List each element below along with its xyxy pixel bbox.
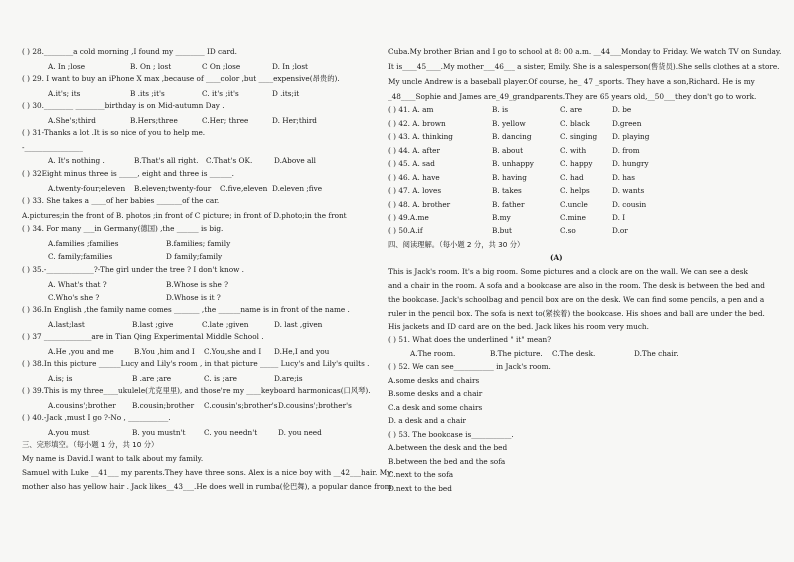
option-text: D.or — [612, 226, 628, 235]
option-text: B.You ,him and I — [134, 347, 195, 356]
option-text: B.families; family — [166, 239, 231, 248]
option-text: A. In ;lose — [48, 62, 86, 71]
text-line: ( ) 53. The bookcase is___________. — [388, 430, 514, 439]
option-text: C. happy — [560, 159, 593, 168]
text-line: the bookcase. Jack's schoolbag and pencil box are on the desk. We can find some pencils, a pen and a — [388, 295, 765, 304]
option-text: C.Her; three — [202, 116, 249, 125]
option-text: ( ) 42. A. brown — [388, 119, 446, 128]
option-text: D. be — [612, 105, 632, 114]
option-text: C.so — [560, 226, 576, 235]
option-text: D. In ;lost — [272, 62, 308, 71]
text-line: It is____45____.My mother___46___ a sister, Emily. She is a salesperson(售货员).She sells clothes at a store. — [388, 62, 780, 71]
option-text: ( ) 43. A. thinking — [388, 132, 453, 141]
text-line: ( ) 35.-_____________?-The girl under the tree ? I don't know . — [22, 265, 244, 274]
option-text: A.families ;families — [48, 239, 119, 248]
section-heading: 四、阅读理解。（每小题 2 分，共 30 分） — [388, 240, 525, 249]
option-text: B.my — [492, 213, 511, 222]
option-text: D. playing — [612, 132, 650, 141]
option-text: B.Whose is she ? — [166, 280, 229, 289]
option-text: C.uncle — [560, 200, 588, 209]
option-text: C. singing — [560, 132, 598, 141]
text-line: ( ) 33. She takes a ____of her babies _______of the car. — [22, 196, 220, 205]
option-text: D. hungry — [612, 159, 649, 168]
text-line: ( ) 32Eight minus three is _____, eight and three is ______. — [22, 169, 234, 178]
option-text: A.The room. — [410, 349, 456, 358]
option-text: A. What's that ? — [48, 280, 107, 289]
option-text: C. black — [560, 119, 590, 128]
option-text: D. has — [612, 173, 636, 182]
option-text: D. you need — [278, 428, 322, 437]
option-text: B. you mustn't — [132, 428, 186, 437]
option-text: C.cousin's;brother's — [204, 401, 278, 410]
text-line: _48____Sophie and James are_49_grandparents.They are 65 years old,__50___they don't go to work. — [388, 92, 757, 101]
option-text: A.twenty-four;eleven — [48, 184, 126, 193]
option-text: C. you needn't — [204, 428, 258, 437]
option-text: C.You,she and I — [204, 347, 262, 356]
option-text: B. father — [492, 200, 525, 209]
option-text: D family;family — [166, 252, 223, 261]
text-line: D.next to the bed — [388, 484, 452, 493]
text-line: -________________ — [22, 143, 83, 152]
option-text: C. with — [560, 146, 587, 155]
option-text: ( ) 50.A.if — [388, 226, 423, 235]
option-text: C. family;families — [48, 252, 113, 261]
option-text: A.you must — [48, 428, 90, 437]
option-text: D.eleven ;five — [272, 184, 323, 193]
option-text: B. On ; lost — [130, 62, 172, 71]
text-line: ( ) 36.In English ,the family name comes _______ ,the ______name is in front of the name . — [22, 305, 350, 314]
passage-title: (A) — [550, 253, 563, 262]
option-text: A.it's; its — [48, 89, 81, 98]
option-text: ( ) 46. A. have — [388, 173, 440, 182]
text-line: ruler in the pencil box. The sofa is next to(紧挨着) the bookcase. His shoes and ball are under the bed. — [388, 309, 765, 318]
text-line: mother also has yellow hair . Jack likes__43___.He does well in rumba(伦巴舞), a popular dance from — [22, 482, 392, 491]
option-text: C.The desk. — [552, 349, 596, 358]
text-line: Cuba.My brother Brian and I go to school at 8: 00 a.m. __44___Monday to Friday. We watch TV on Sunday. — [388, 47, 782, 56]
text-line: A.pictures;in the front of B. photos ;in front of C picture; in front of D.photo;in the front — [22, 211, 347, 220]
option-text: D.He,I and you — [274, 347, 330, 356]
option-text: D.green — [612, 119, 642, 128]
option-text: C. it's ;it's — [202, 89, 239, 98]
text-line: My uncle Andrew is a baseball player.Of course, he_ 47 _sports. They have a son,Richard. He is my — [388, 77, 755, 86]
option-text: B.eleven;twenty-four — [134, 184, 212, 193]
option-text: B.The picture. — [490, 349, 543, 358]
text-line: B.between the bed and the sofa — [388, 457, 506, 466]
option-text: D.are;is — [274, 374, 303, 383]
option-text: C. helps — [560, 186, 590, 195]
option-text: D. wants — [612, 186, 645, 195]
option-text: ( ) 44. A. after — [388, 146, 440, 155]
text-line: ( ) 37 _____________are in Tian Qing Experimental Middle School . — [22, 332, 264, 341]
text-line: ( ) 28.________a cold morning ,I found my ________ ID card. — [22, 47, 237, 56]
option-text: B. unhappy — [492, 159, 534, 168]
option-text: C.five,eleven — [220, 184, 268, 193]
text-line: ( ) 51. What does the underlined " it" mean? — [388, 335, 552, 344]
option-text: ( ) 45. A. sad — [388, 159, 435, 168]
text-line: A.some desks and chairs — [388, 376, 480, 385]
option-text: D.The chair. — [634, 349, 679, 358]
option-text: ( ) 47. A. loves — [388, 186, 442, 195]
option-text: B. having — [492, 173, 527, 182]
text-line: ( ) 29. I want to buy an iPhone X max ,because of ____color ,but ____expensive(昂贵的). — [22, 74, 340, 83]
option-text: C. are — [560, 105, 583, 114]
text-line: C.next to the sofa — [388, 470, 454, 479]
option-text: D. from — [612, 146, 640, 155]
option-text: A.He ,you and me — [48, 347, 114, 356]
option-text: C.Who's she ? — [48, 293, 100, 302]
text-line: ( ) 39.This is my three____ukulele(尤克里里), and those're my ____keyboard harmonicas(口风琴). — [22, 386, 371, 395]
text-line: ( ) 30.________ ________birthday is on Mid-autumn Day . — [22, 101, 225, 110]
option-text: A.is; is — [48, 374, 73, 383]
option-text: B .its ;it's — [130, 89, 165, 98]
text-line: This is Jack's room. It's a big room. Some pictures and a clock are on the wall. We can see a desk — [388, 267, 748, 276]
option-text: C.mine — [560, 213, 586, 222]
option-text: B. about — [492, 146, 524, 155]
option-text: B. dancing — [492, 132, 532, 141]
option-text: C.That's OK. — [206, 156, 253, 165]
option-text: ( ) 49.A.me — [388, 213, 429, 222]
text-line: My name is David.I want to talk about my family. — [22, 454, 204, 463]
section-heading: 三、完形填空。（每小题 1 分，共 10 分） — [22, 440, 159, 449]
text-line: and a chair in the room. A sofa and a bookcase are also in the room. The desk is between the bed and — [388, 281, 765, 290]
option-text: D.Whose is it ? — [166, 293, 221, 302]
option-text: ( ) 48. A. brother — [388, 200, 451, 209]
text-line: A.between the desk and the bed — [388, 443, 508, 452]
option-text: B. yellow — [492, 119, 526, 128]
option-text: D.Above all — [274, 156, 317, 165]
option-text: B. takes — [492, 186, 522, 195]
option-text: B. is — [492, 105, 509, 114]
option-text: B.That's all right. — [134, 156, 199, 165]
text-line: ( ) 31-Thanks a lot .It is so nice of you to help me. — [22, 128, 206, 137]
text-line: Samuel with Luke __41___ my parents.They have three sons. Alex is a nice boy with __42___hair. My — [22, 468, 392, 477]
option-text: A.She's;third — [48, 116, 96, 125]
option-text: D. last ,given — [274, 320, 323, 329]
option-text: D. I — [612, 213, 626, 222]
option-text: D.cousins';brother's — [278, 401, 352, 410]
option-text: A.cousins';brother — [48, 401, 116, 410]
option-text: A. It's nothing . — [48, 156, 105, 165]
option-text: B.cousin;brother — [132, 401, 195, 410]
text-line: ( ) 34. For many ___in Germany(德国) ,the ______ is big. — [22, 224, 224, 233]
text-line: D. a desk and a chair — [388, 416, 467, 425]
text-line: C.a desk and some chairs — [388, 403, 483, 412]
text-line: His jackets and ID card are on the bed. Jack likes his room very much. — [388, 322, 649, 331]
option-text: B.Hers;three — [130, 116, 178, 125]
option-text: A.last;last — [48, 320, 85, 329]
option-text: C On ;lose — [202, 62, 241, 71]
option-text: D .its;it — [272, 89, 300, 98]
option-text: B.last ;give — [132, 320, 174, 329]
option-text: C. had — [560, 173, 584, 182]
text-line: ( ) 40.-Jack ,must I go ?-No , ___________. — [22, 413, 171, 422]
text-line: B.some desks and a chair — [388, 389, 483, 398]
option-text: C.late ;given — [202, 320, 249, 329]
option-text: ( ) 41. A. am — [388, 105, 434, 114]
option-text: B.but — [492, 226, 512, 235]
option-text: B .are ;are — [132, 374, 172, 383]
text-line: ( ) 52. We can see___________ in Jack's room. — [388, 362, 551, 371]
option-text: D. cousin — [612, 200, 647, 209]
text-line: ( ) 38.In this picture ______Lucy and Lily's room , in that picture _____ Lucy's and Lily's quilts . — [22, 359, 370, 368]
option-text: C. is ;are — [204, 374, 237, 383]
option-text: D. Her;third — [272, 116, 317, 125]
